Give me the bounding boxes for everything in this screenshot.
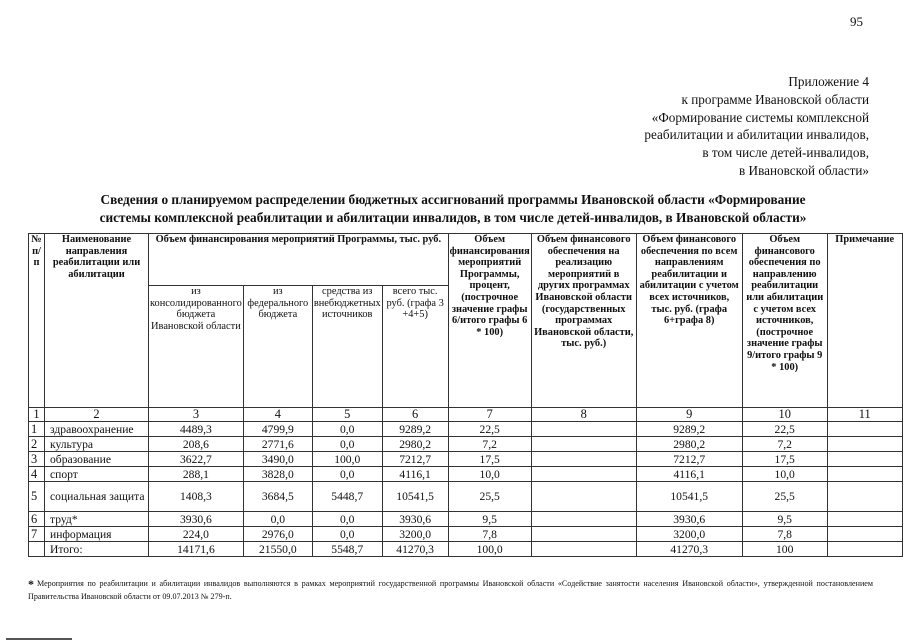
table-row: [29, 467, 903, 482]
cell-c11: [827, 452, 902, 467]
cell-c6: 10541,5: [382, 482, 448, 512]
cell-c7: 9,5: [448, 512, 531, 527]
cell-c6: 4116,1: [382, 467, 448, 482]
header-col8: Объем финансового обеспечения на реализацию мероприятий в других программах Ивановской области (государственных программах Ивановской области, тыс. руб.): [531, 234, 636, 408]
cell-name: здравоохранение: [45, 422, 149, 437]
header-col6: всего тыс. руб. (графа 3 +4+5): [382, 286, 448, 408]
cell-name: образование: [45, 452, 149, 467]
cell-c7: 100,0: [448, 542, 531, 557]
cell-c6: 3930,6: [382, 512, 448, 527]
table-row: [29, 527, 903, 542]
cell-c3: 3930,6: [149, 512, 244, 527]
appendix-line: Приложение 4: [788, 74, 869, 89]
cell-c4: 4799,9: [243, 422, 312, 437]
column-number: 6: [382, 408, 448, 422]
header-col3: из консолидированного бюджета Ивановской области: [149, 286, 244, 408]
header-col9: Объем финансового обеспечения по всем направлениям реабилитации и абилитации с учетом всех источников, тыс. руб. (графа 6+графа 8): [636, 234, 742, 408]
cell-c9: 2980,2: [636, 437, 742, 452]
cell-name: социальная защита: [45, 482, 149, 512]
cell-c7: 7,8: [448, 527, 531, 542]
cell-num: 1: [29, 422, 45, 437]
cell-c10: 9,5: [742, 512, 827, 527]
cell-c5: 0,0: [312, 527, 382, 542]
column-number-row: [29, 408, 903, 422]
cell-num: 7: [29, 527, 45, 542]
cell-c9: 7212,7: [636, 452, 742, 467]
cell-c11: [827, 527, 902, 542]
cell-c5: 100,0: [312, 452, 382, 467]
cell-c3: 3622,7: [149, 452, 244, 467]
footnote: [28, 578, 873, 603]
appendix-line: «Формирование системы комплексной: [651, 109, 869, 125]
table-row-total: [29, 542, 903, 557]
cell-c5: 0,0: [312, 512, 382, 527]
cell-c7: 7,2: [448, 437, 531, 452]
cell-c4: 3490,0: [243, 452, 312, 467]
page-number: 95: [850, 14, 863, 29]
cell-c5: 5548,7: [312, 542, 382, 557]
cell-c8: [531, 437, 636, 452]
column-number: 8: [531, 408, 636, 422]
cell-c3: 208,6: [149, 437, 244, 452]
table-row: [29, 422, 903, 437]
cell-c4: 0,0: [243, 512, 312, 527]
cell-c8: [531, 512, 636, 527]
header-num: № п/п: [29, 234, 45, 408]
cell-c10: 7,8: [742, 527, 827, 542]
cell-c3: 14171,6: [149, 542, 244, 557]
cell-c7: 25,5: [448, 482, 531, 512]
cell-c8: [531, 542, 636, 557]
column-number: 10: [742, 408, 827, 422]
appendix-line: в Ивановской области»: [739, 162, 869, 178]
cell-c11: [827, 512, 902, 527]
cell-c10: 25,5: [742, 482, 827, 512]
cell-c10: 10,0: [742, 467, 827, 482]
cell-c9: 41270,3: [636, 542, 742, 557]
column-number: 9: [636, 408, 742, 422]
cell-num: 2: [29, 437, 45, 452]
column-number: 2: [45, 408, 149, 422]
title-line: системы комплексной реабилитации и абилитации инвалидов, в том числе детей-инвалидов, в Ивановской области»: [99, 210, 807, 225]
cell-c11: [827, 467, 902, 482]
table-row: [29, 512, 903, 527]
header-name: Наименование направления реабилитации или абилитации: [45, 234, 149, 408]
appendix-note: [644, 73, 869, 180]
cell-c5: 0,0: [312, 437, 382, 452]
cell-c3: 1408,3: [149, 482, 244, 512]
table-row: [29, 452, 903, 467]
cell-c11: [827, 422, 902, 437]
cell-c5: 5448,7: [312, 482, 382, 512]
cell-c6: 3200,0: [382, 527, 448, 542]
header-volume-group: Объем финансирования мероприятий Программы, тыс. руб.: [149, 234, 449, 286]
cell-num: 6: [29, 512, 45, 527]
cell-c6: 2980,2: [382, 437, 448, 452]
cell-c4: 2771,6: [243, 437, 312, 452]
footnote-text: Мероприятия по реабилитации и абилитации инвалидов выполняются в рамках мероприятий государственной программы Ивановской области «Содействие занятости населения Ивановской области», утвержденной постановлением Правительства Ивановской области от 09.07.2013 № 279-п.: [28, 579, 873, 601]
cell-name: спорт: [45, 467, 149, 482]
cell-c4: 21550,0: [243, 542, 312, 557]
cell-c4: 3684,5: [243, 482, 312, 512]
column-number: 7: [448, 408, 531, 422]
cell-c4: 2976,0: [243, 527, 312, 542]
appendix-line: к программе Ивановской области: [681, 91, 869, 107]
cell-c5: 0,0: [312, 422, 382, 437]
cell-c10: 22,5: [742, 422, 827, 437]
column-number: 3: [149, 408, 244, 422]
cell-c11: [827, 437, 902, 452]
header-col4: из федерального бюджета: [243, 286, 312, 408]
cell-c8: [531, 482, 636, 512]
cell-c6: 41270,3: [382, 542, 448, 557]
cell-c9: 10541,5: [636, 482, 742, 512]
cell-c10: 7,2: [742, 437, 827, 452]
footnote-asterisk: *: [28, 577, 34, 591]
header-col7: Объем финансирования мероприятий Программы, процент, (построчное значение графы 6/итого графы 6 * 100): [448, 234, 531, 408]
cell-c8: [531, 452, 636, 467]
cell-c6: 7212,7: [382, 452, 448, 467]
header-col11: Примечание: [827, 234, 902, 408]
cell-c11: [827, 482, 902, 512]
cell-c9: 3200,0: [636, 527, 742, 542]
cell-num: 3: [29, 452, 45, 467]
header-col5: средства из внебюджетных источников: [312, 286, 382, 408]
cell-c7: 17,5: [448, 452, 531, 467]
table-row: [29, 482, 903, 512]
appendix-line: реабилитации и абилитации инвалидов,: [644, 127, 869, 143]
cell-name: Итого:: [45, 542, 149, 557]
cell-c6: 9289,2: [382, 422, 448, 437]
appendix-line: в том числе детей-инвалидов,: [702, 145, 869, 161]
cell-name: информация: [45, 527, 149, 542]
cell-c5: 0,0: [312, 467, 382, 482]
table-row: [29, 437, 903, 452]
cell-num: 5: [29, 482, 45, 512]
cell-num: [29, 542, 45, 557]
column-number: 11: [827, 408, 902, 422]
cell-name: труд*: [45, 512, 149, 527]
document-title: [28, 191, 878, 227]
cell-c8: [531, 527, 636, 542]
cell-c9: 3930,6: [636, 512, 742, 527]
cell-c3: 288,1: [149, 467, 244, 482]
cell-c9: 9289,2: [636, 422, 742, 437]
header-col10: Объем финансового обеспечения по направлению реабилитации или абилитации с учетом всех источников, (построчное значение графы 9/итого графы 9 * 100): [742, 234, 827, 408]
cell-c3: 224,0: [149, 527, 244, 542]
cell-c4: 3828,0: [243, 467, 312, 482]
column-number: 5: [312, 408, 382, 422]
cell-c8: [531, 467, 636, 482]
cell-c7: 10,0: [448, 467, 531, 482]
cell-c10: 17,5: [742, 452, 827, 467]
cell-c11: [827, 542, 902, 557]
budget-table: [28, 233, 903, 557]
cell-c8: [531, 422, 636, 437]
cell-c9: 4116,1: [636, 467, 742, 482]
cell-name: культура: [45, 437, 149, 452]
cell-c7: 22,5: [448, 422, 531, 437]
cell-num: 4: [29, 467, 45, 482]
column-number: 4: [243, 408, 312, 422]
cell-c3: 4489,3: [149, 422, 244, 437]
title-line: Сведения о планируемом распределении бюджетных ассигнований программы Ивановской области «Формирование: [100, 192, 806, 207]
cell-c10: 100: [742, 542, 827, 557]
column-number: 1: [29, 408, 45, 422]
